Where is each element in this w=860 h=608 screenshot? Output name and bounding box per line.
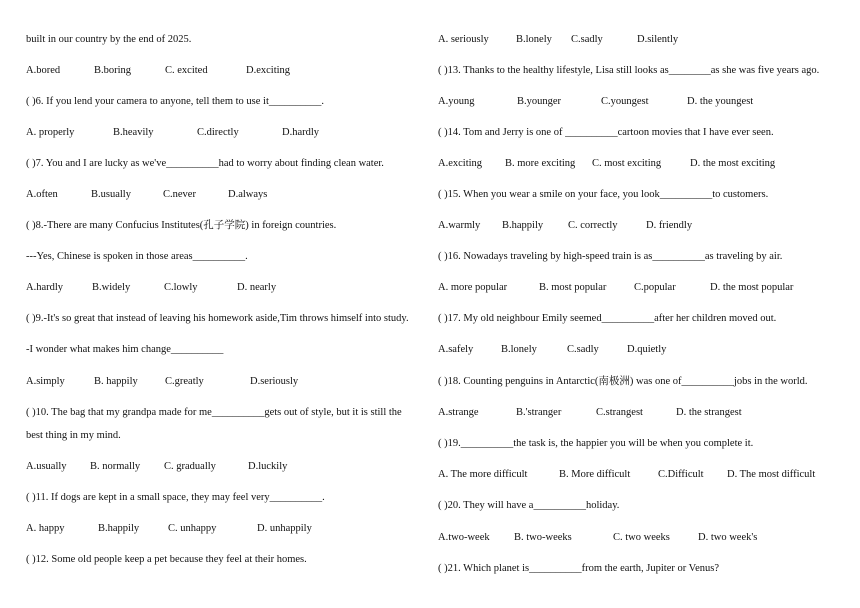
question-text: ( )9.-It's so great that instead of leaving his homework aside,Tim throws himself into study. (26, 313, 409, 324)
answer-option: B.lonely (501, 344, 537, 355)
answer-options (26, 522, 426, 536)
answer-option: A.bored (26, 65, 61, 76)
answer-option: C.sadly (571, 34, 603, 45)
answer-option: D.seriously (250, 376, 299, 387)
answer-option: C. most exciting (592, 158, 662, 169)
answer-option: D.hardly (282, 127, 320, 138)
answer-option: A. properly (26, 127, 75, 138)
question-text: ( )12. Some old people keep a pet because they feel at their homes. (26, 554, 307, 565)
answer-option: C.directly (197, 127, 239, 138)
answer-options (26, 460, 426, 474)
answer-option: D. two week's (698, 532, 758, 543)
answer-option: C. unhappy (168, 523, 217, 534)
question-text: ( )7. You and I are lucky as we've__________had to worry about finding clean water. (26, 158, 384, 169)
answer-option: D. the youngest (687, 96, 754, 107)
answer-options (438, 531, 838, 545)
answer-option: B. more exciting (505, 158, 576, 169)
answer-option: C.never (163, 189, 196, 200)
answer-option: B.heavily (113, 127, 154, 138)
answer-option: C. two weeks (613, 532, 670, 543)
answer-option: A.safely (438, 344, 474, 355)
answer-option: C.lowly (164, 282, 198, 293)
answer-option: A.warmly (438, 220, 481, 231)
question-text: ( )15. When you wear a smile on your face, you look__________to customers. (438, 189, 769, 200)
answer-option: C. gradually (164, 461, 216, 472)
answer-option: C.strangest (596, 407, 643, 418)
question-text: ( )10. The bag that my grandpa made for me__________gets out of style, but it is still the (26, 407, 402, 418)
question-text: ---Yes, Chinese is spoken in those areas__________. (26, 251, 248, 262)
answer-option: D. the most popular (710, 282, 794, 293)
question-text: ( )18. Counting penguins in Antarctic(南极洲) was one of__________jobs in the world. (438, 376, 808, 387)
answer-options (438, 95, 838, 109)
answer-option: D. The most difficult (727, 469, 816, 480)
answer-option: B.usually (91, 189, 131, 200)
answer-option: D. the strangest (676, 407, 742, 418)
question-text: ( )6. If you lend your camera to anyone, tell them to use it__________. (26, 96, 325, 107)
answer-options (26, 375, 426, 389)
answer-options (438, 157, 838, 171)
answer-option: B. happily (94, 376, 138, 387)
answer-option: B.younger (517, 96, 562, 107)
question-text: built in our country by the end of 2025. (26, 34, 192, 45)
question-text: ( )13. Thanks to the healthy lifestyle, Lisa still looks as________as she was five years ago. (438, 65, 820, 76)
answer-option: D. friendly (646, 220, 693, 231)
answer-option: D.silently (637, 34, 679, 45)
answer-options (26, 64, 426, 78)
question-text: ( )14. Tom and Jerry is one of __________cartoon movies that I have ever seen. (438, 127, 774, 138)
answer-option: A.hardly (26, 282, 64, 293)
answer-option: B.lonely (516, 34, 552, 45)
answer-option: A.often (26, 189, 58, 200)
answer-option: C.Difficult (658, 469, 704, 480)
answer-options (438, 281, 838, 295)
question-text: ( )21. Which planet is__________from the earth, Jupiter or Venus? (438, 563, 720, 574)
answer-option: D. the most exciting (690, 158, 776, 169)
answer-option: B. most popular (539, 282, 607, 293)
question-text: ( )20. They will have a__________holiday. (438, 500, 620, 511)
answer-option: C.sadly (567, 344, 599, 355)
answer-option: A.exciting (438, 158, 483, 169)
answer-options (438, 406, 838, 420)
answer-options (26, 126, 426, 140)
answer-option: A. seriously (438, 34, 489, 45)
question-text: best thing in my mind. (26, 430, 121, 441)
answer-option: B. normally (90, 461, 141, 472)
answer-option: D.quietly (627, 344, 667, 355)
answer-option: A.two-week (438, 532, 490, 543)
answer-option: A. happy (26, 523, 65, 534)
answer-option: C. excited (165, 65, 208, 76)
answer-options (438, 219, 838, 233)
answer-options (438, 33, 838, 47)
answer-option: A. more popular (438, 282, 508, 293)
answer-options (438, 468, 838, 482)
answer-option: A.usually (26, 461, 67, 472)
answer-option: A. The more difficult (438, 469, 528, 480)
answer-option: B. two-weeks (514, 532, 572, 543)
question-text: ( )17. My old neighbour Emily seemed__________after her children moved out. (438, 313, 777, 324)
answer-option: A.strange (438, 407, 479, 418)
answer-option: D.exciting (246, 65, 291, 76)
question-text: ( )8.-There are many Confucius Institutes(孔子学院) in foreign countries. (26, 220, 337, 231)
answer-option: C. correctly (568, 220, 618, 231)
question-text: ( )19.__________the task is, the happier you will be when you complete it. (438, 438, 754, 449)
answer-options (438, 343, 838, 357)
answer-option: D. nearly (237, 282, 277, 293)
answer-option: B.boring (94, 65, 132, 76)
answer-options (26, 188, 426, 202)
question-text: -I wonder what makes him change__________ (26, 344, 224, 355)
answer-option: B.widely (92, 282, 131, 293)
answer-option: D.luckily (248, 461, 288, 472)
answer-option: B.happily (98, 523, 140, 534)
question-text: ( )16. Nowadays traveling by high-speed train is as__________as traveling by air. (438, 251, 783, 262)
answer-option: D.always (228, 189, 268, 200)
answer-option: A.young (438, 96, 475, 107)
answer-option: B. More difficult (559, 469, 631, 480)
answer-option: B.happily (502, 220, 544, 231)
question-text: ( )11. If dogs are kept in a small space, they may feel very__________. (26, 492, 325, 503)
answer-option: C.popular (634, 282, 676, 293)
answer-options (26, 281, 426, 295)
answer-option: C.greatly (165, 376, 204, 387)
answer-option: C.youngest (601, 96, 649, 107)
answer-option: B.'stranger (516, 407, 562, 418)
answer-option: D. unhappily (257, 523, 312, 534)
answer-option: A.simply (26, 376, 65, 387)
